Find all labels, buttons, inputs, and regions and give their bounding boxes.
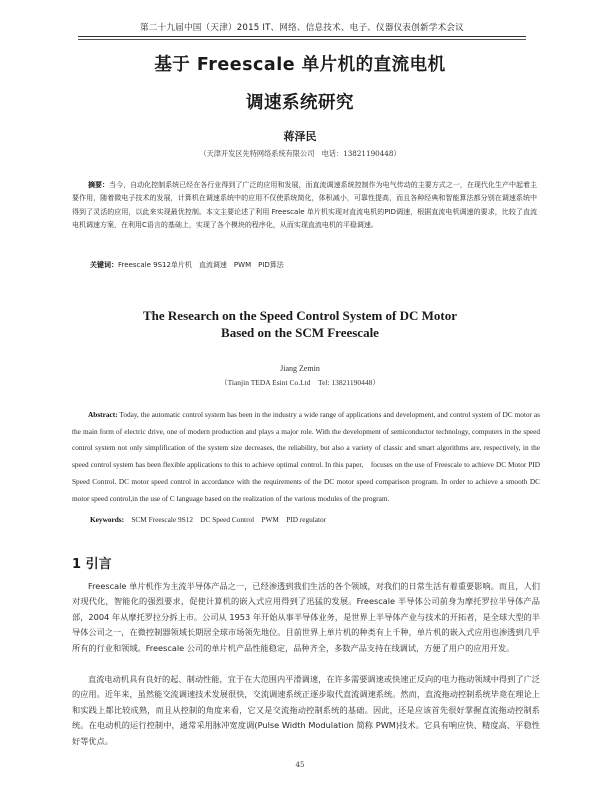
page-number: 45 — [295, 761, 305, 769]
keywords-en-text: SCM Freescale 9S12 DC Speed Control PWM PID regulator — [131, 515, 327, 524]
abstract-cn-label: 摘要： — [88, 181, 110, 189]
section-heading: 1 引言 — [72, 557, 112, 572]
author-cn: 蒋泽民 — [283, 130, 317, 143]
title-cn-line1: 基于 Freescale 单片机的直流电机 — [154, 55, 446, 75]
abstract-en-label: Abstract: — [88, 410, 118, 419]
body-paragraph-2: 直流电动机具有良好的起、制动性能，宜于在大范围内平滑调速，在许多需要调速或快速正反向的电力拖动领域中得到了广泛的应用。近年来，虽然能交流调速技术发展很快，交流调速系统正逐步取代直流调速系统。然而，直流拖动控制系统毕竟在理论上和实践上都比较成熟，而且从控制的角度来看，它又是交流拖动控制系统的基础。因此，还是应该首先很好掌握直流拖动控制系统。在电动机的运行控制中，通常采用脉冲宽度调(Pulse Width Modulation 简称 PWM)技术。它具有响应快、精度高、平稳性好等优点。 — [72, 674, 540, 746]
abstract-cn — [72, 179, 537, 232]
keywords-cn-text: Freescale 9S12单片机 直流调速 PWM PID算法 — [118, 261, 284, 269]
abstract-cn-text: 当今，自动化控制系统已经在各行业得到了广泛的应用和发展，而直流调速系统控制作为电气传动的主要方式之一，在现代化生产中起着主要作用，随着微电子技术的发展，计算机在调速系统中的应用不仅使系统简化，体积减小，可靠性提高，而且各种经典和智能算法都分别在调速系统中得到了灵活的应用，以此来实现最优控制。本文主要论述了利用 Freescale 单片机实现对直流电机的PID调速，根据直流电机调速的要求，比较了直流电机调速方案，在利用C语言的基础上，实现了各个模块的程序化，从而实现直流电机的平稳调速。 — [72, 181, 538, 229]
keywords-en-label: Keywords: — [90, 515, 125, 524]
keywords-cn — [90, 260, 530, 270]
affiliation-en: （Tianjin TEDA Esint Co.Ltd Tel: 13821190448） — [220, 378, 380, 387]
abstract-en — [72, 407, 540, 507]
header-rule-thick — [78, 36, 526, 37]
author-en: Jiang Zemin — [280, 364, 320, 373]
abstract-en-text: Today, the automatic control system has been in the industry a wide range of applications and development, and control system of DC motor as the main form of electric drive, one of modern production and plays a major role. With the development of semiconductor technology, computers in the speed control system not only simplification of the system size decreases, the reliability, but also a variety of classic and smart algorithms are, respectively, in the speed control system has been flexible applications to this to achieve optimal control. In this paper, focuses on the use of Freescale to achieve DC Motor PID Speed Control. DC motor speed control in accordance with the requirements of the DC motor speed comparison program. In order to achieve a smooth DC motor speed control,in the use of C language based on the realization of the various modules of the program. — [72, 410, 540, 503]
affiliation-cn: （天津开发区先特网络系统有限公司 电话：13821190448） — [199, 149, 401, 158]
title-en-line1: The Research on the Speed Control System of DC Motor — [142, 308, 458, 323]
title-en-line2: Based on the SCM Freescale — [221, 325, 379, 340]
keywords-cn-label: 关键词： — [90, 261, 118, 269]
running-header: 第二十九届中国（天津）2015 IT、网络、信息技术、电子、仪器仪表创新学术会议 — [140, 23, 464, 33]
body-paragraph-1: Freescale 单片机作为主流半导体产品之一，已经渗透到我们生活的各个领域，对我们的日常生活有着重要影响。而且，人们对现代化，智能化的强烈要求，促使计算机的嵌入式应用得到了迅猛的发展。Freescale 半导体公司前身为摩托罗拉半导体产品部，2004 年从摩托罗拉分拆上市。公司从 1953 年开始从事半导体业务，是世界上半导体产业与技术的开拓者，是全球大型的半导体公司之一，在微控制器领域长期居全球市场领先地位。目前世界上单片机的种类有上千种，单片机的嵌入式应用也渗透到几乎所有的行业和领域。Freescale 公司的单片机产品性能稳定，品种齐全，多数产品支持在线调试，方便了用户的应用开发。 — [72, 581, 540, 653]
title-cn-line2: 调速系统研究 — [246, 93, 354, 113]
keywords-en — [90, 515, 530, 525]
header-rule-thin — [78, 39, 526, 40]
